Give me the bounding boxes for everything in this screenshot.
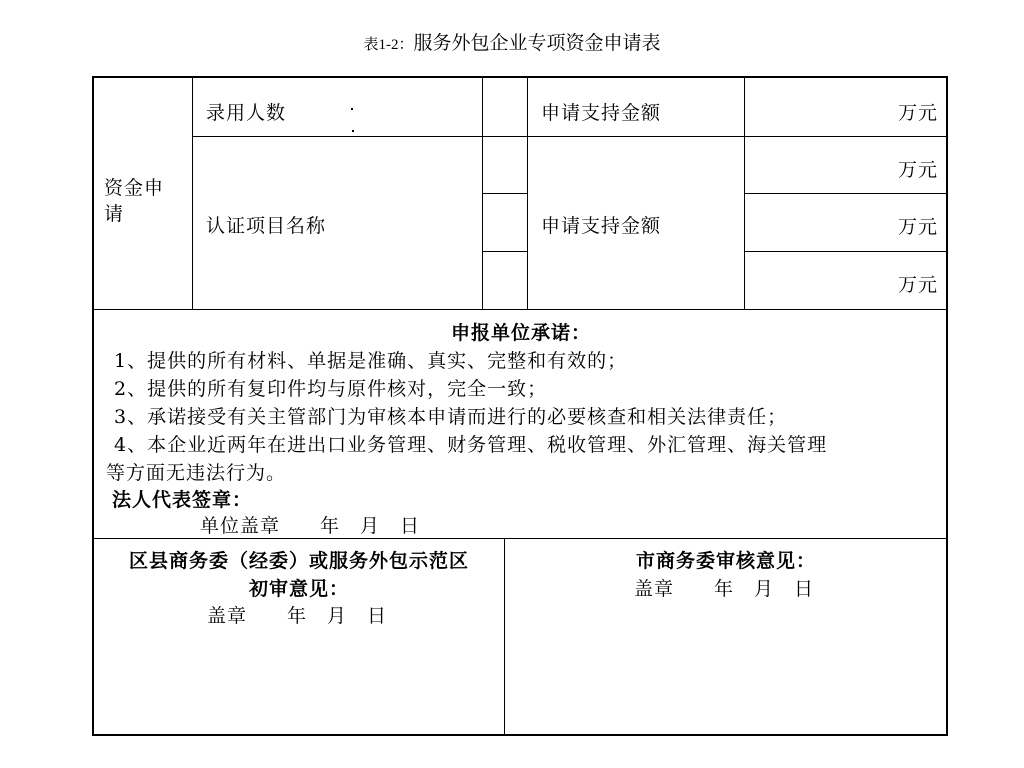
pledge-item: 4、本企业近两年在进出口业务管理、财务管理、税收管理、外汇管理、海关管理 [114,434,828,456]
apply-amount-label: 申请支持金额 [541,215,662,237]
form-title [0,28,1024,55]
district-review-subtitle: 初审意见： [248,578,349,600]
form-title-text: 服务外包企业专项资金申请表 [413,32,661,54]
col-divider [192,78,193,309]
table-number: 表1-2： [363,37,414,53]
application-form-table [92,76,948,736]
district-review-title: 区县商务委（经委）或服务外包示范区 [128,550,469,572]
funding-section-label-line2: 请 [104,203,125,225]
amount-unit: 万元 [897,102,938,124]
row-divider [744,193,948,194]
apply-amount-label: 申请支持金额 [541,102,662,124]
city-seal-date-line: 盖章 年 月 日 [634,578,815,600]
row-divider [482,193,527,194]
row-divider [744,251,948,252]
amount-unit: 万元 [897,216,938,238]
employed-count-label: 录用人数 [206,102,287,124]
district-seal-date-line: 盖章 年 月 日 [207,605,388,627]
col-divider [482,78,483,309]
pledge-item: 1、提供的所有材料、单据是准确、真实、完整和有效的； [114,350,628,372]
stray-mark [351,108,353,110]
funding-section-label-line1: 资金申 [104,177,165,199]
pledge-item: 2、提供的所有复印件均与原件核对，完全一致； [114,378,548,400]
city-review-title: 市商务委审核意见： [635,550,816,572]
section-divider [94,538,948,539]
pledge-item: 等方面无违法行为。 [106,462,287,484]
col-divider [527,78,528,309]
stray-mark [352,130,354,132]
row-divider [192,136,948,137]
pledge-item: 3、承诺接受有关主管部门为审核本申请而进行的必要核查和相关法律责任； [114,406,788,428]
amount-unit: 万元 [897,274,938,296]
unit-seal-date-line: 单位盖章 年 月 日 [200,515,421,537]
row-divider [482,251,527,252]
legal-rep-sign-label: 法人代表签章： [112,489,253,511]
cert-project-label: 认证项目名称 [206,215,327,237]
amount-unit: 万元 [897,159,938,181]
section-divider [94,309,948,310]
pledge-heading: 申报单位承诺： [450,322,591,344]
